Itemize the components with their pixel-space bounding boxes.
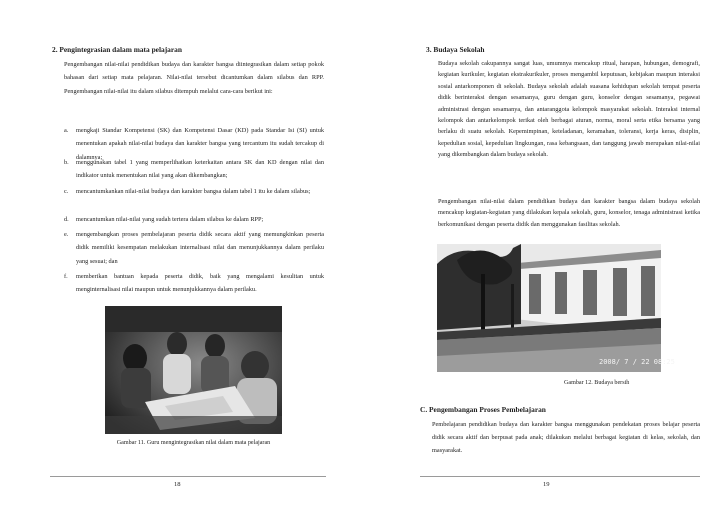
paragraph: Pembelajaran pendidikan budaya dan karakter bangsa menggunakan pendekatan proses belajar peserta didik secara aktif dan berpusat pada anak; dilakukan melalui berbagai kegiatan di kelas, sekolah, dan masyarakat.	[432, 421, 700, 454]
list-marker: a.	[64, 127, 69, 134]
school-corridor-photo	[437, 244, 675, 372]
page-number: 18	[174, 481, 181, 488]
right-page	[364, 0, 728, 515]
figure-caption: Gambar 12. Budaya bersih	[564, 380, 630, 386]
list-item-text: memberikan bantuan kepada peserta didik, baik yang mengalami kesulitan untuk menginternalisasi nilai maupun untuk menunjukkannya dalam perilaku.	[76, 273, 324, 294]
list-item-text: mencantumkankan nilai-nilai budaya dan karakter bangsa dalam tabel 1 itu ke dalam silabus;	[76, 188, 311, 195]
list-item	[64, 270, 324, 297]
section-heading: 3. Budaya Sekolah	[426, 45, 485, 54]
list-marker: c.	[64, 188, 69, 195]
paragraph: Budaya sekolah cakupannya sangat luas, umumnya mencakup ritual, harapan, hubungan, demografi, kegiatan kurikuler, kegiatan ekstrakurikuler, proses mengambil keputusan, kebijakan maupun interaksi sosial antarkomponen di sekolah. Budaya sekolah adalah suasana kehidupan sekolah tempat peserta didik berinteraksi dengan sesamanya, guru dengan guru, konselor dengan sesamanya, pegawai administrasi dengan sesamanya, dan antaranggota kelompok masyarakat sekolah. Interaksi internal kelompok dan antarkelompok terikat oleh berbagai aturan, norma, moral serta etika bersama yang berlaku di suatu sekolah. Kepemimpinan, keteladanan, keramahan, toleransi, kerja keras, disiplin, kepedulian sosial, kepedulian lingkungan, rasa kebangsaan, dan tanggung jawab merupakan nilai-nilai yang dikembangkan dalam budaya sekolah.	[438, 60, 700, 159]
list-item-text: mengembangkan proses pembelajaran peserta didik secara aktif yang memungkinkan peserta didik memiliki kesempatan melakukan internalisasi nilai dan menunjukkannya dalam perilaku yang sesuai; dan	[76, 231, 324, 265]
list-item	[64, 213, 324, 226]
list-item-text: mencantumkan nilai-nilai yang sudah tertera dalam silabus ke dalam RPP;	[76, 216, 264, 223]
paragraph: Pengembangan nilai-nilai dalam pendidikan budaya dan karakter bangsa dalam budaya sekolah mencakup kegiatan-kegiatan yang dilakukan kepala sekolah, guru, konselor, tenaga administrasi ketika berkomunikasi dengan peserta didik dan menggunakan fasilitas sekolah.	[438, 198, 700, 228]
list-item	[64, 156, 324, 183]
section-heading: 2. Pengintegrasian dalam mata pelajaran	[52, 45, 182, 54]
photo-timestamp: 2008/ 7 / 22 08:25	[599, 358, 675, 366]
list-marker: e.	[64, 231, 69, 238]
classroom-photo	[105, 306, 282, 434]
list-item-text: mengkaji Standar Kompetensi (SK) dan Kompetensi Dasar (KD) pada Standar Isi (SI) untuk menentukan apakah nilai-nilai budaya dan karakter bangsa yang tercantum itu sudah tercakup di dalamnya;	[76, 127, 324, 161]
page-number: 19	[543, 481, 550, 488]
list-item-text: menggunakan tabel 1 yang memperlihatkan keterkaitan antara SK dan KD dengan nilai dan indikator untuk menentukan nilai yang akan dikembangkan;	[76, 159, 324, 180]
footer-rule	[50, 476, 326, 477]
list-item	[64, 228, 324, 268]
footer-rule	[420, 476, 700, 477]
list-marker: b.	[64, 159, 69, 166]
list-marker: f.	[64, 273, 68, 280]
figure-caption: Gambar 11. Guru mengintegrasikan nilai dalam mata pelajaran	[116, 440, 271, 446]
list-item	[64, 185, 324, 198]
intro-paragraph: Pengembangan nilai-nilai pendidikan budaya dan karakter bangsa diintegrasikan dalam setiap pokok bahasan dari setiap mata pelajaran. Nilai-nilai tersebut dicantumkan dalam silabus dan RPP. Pengembangan nilai-nilai itu dalam silabus ditempuh melalui cara-cara berikut ini:	[64, 61, 324, 95]
section-heading: C. Pengembangan Proses Pembelajaran	[420, 405, 546, 414]
list-marker: d.	[64, 216, 69, 223]
